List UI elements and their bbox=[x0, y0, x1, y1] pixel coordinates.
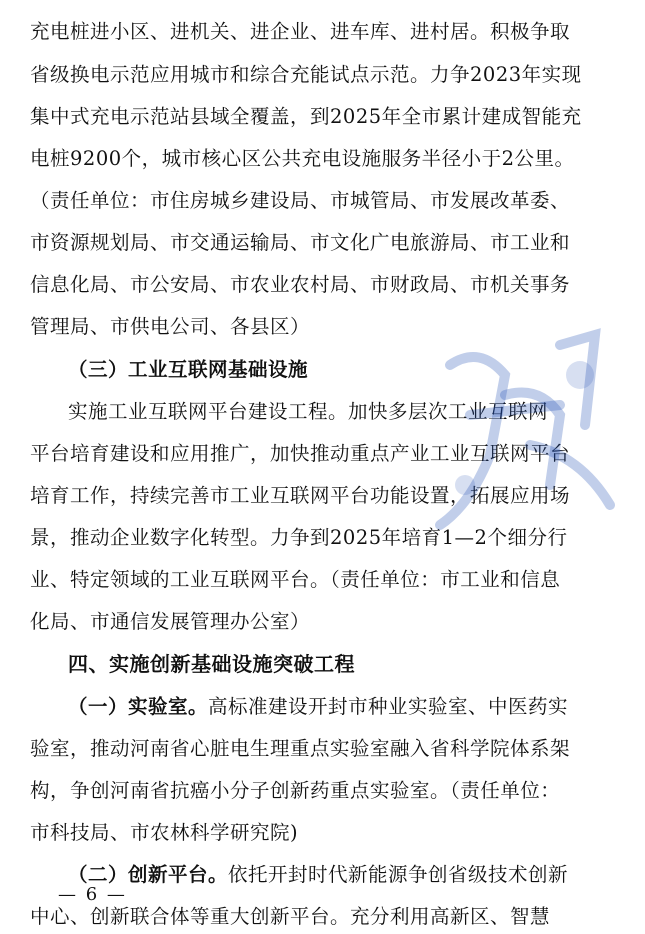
body-line: 电桩9200个，城市核心区公共充电设施服务半径小于2公里。 bbox=[30, 147, 575, 170]
body-line: 景，推动企业数字化转型。力争到2025年培育1—2个细分行 bbox=[30, 526, 568, 549]
body-line: 业、特定领域的工业互联网平台。（责任单位：市工业和信息 bbox=[30, 568, 561, 591]
lab-label: （一）实验室。 bbox=[68, 695, 209, 718]
platform-paragraph-first-line bbox=[68, 865, 620, 885]
part-heading-4: 四、实施创新基础设施突破工程 bbox=[68, 652, 355, 676]
body-line: 中心、创新联合体等重大创新平台。充分利用高新区、智慧 bbox=[30, 905, 551, 928]
lab-text: 市科技局、市农林科学研究院 bbox=[30, 821, 291, 844]
lab-paragraph-first-line bbox=[68, 697, 620, 717]
body-line: 构，争创河南省抗癌小分子创新药重点实验室。（责任单位： bbox=[30, 779, 561, 802]
body-line: 验室，推动河南省心脏电生理重点实验室融入省科学院体系架 bbox=[30, 737, 571, 760]
body-line: 实施工业互联网平台建设工程。加快多层次工业互联网 bbox=[68, 400, 549, 423]
body-line: 充电桩进小区、进机关、进企业、进车库、进村居。积极争取 bbox=[30, 20, 571, 43]
page-number: — 6 — bbox=[58, 884, 127, 905]
body-line: （责任单位：市住房城乡建设局、市城管局、市发展改革委、 bbox=[30, 189, 571, 212]
body-line: 市资源规划局、市交通运输局、市文化广电旅游局、市工业和 bbox=[30, 231, 571, 254]
lab-text: 高标准建设开封市种业实验室、中医药实 bbox=[208, 695, 569, 718]
body-line: 管理局、市供电公司、各县区） bbox=[30, 315, 311, 338]
body-line: 省级换电示范应用城市和综合充能试点示范。力争2023年实现 bbox=[30, 63, 582, 86]
body-line: 平台培育建设和应用推广，加快推动重点产业工业互联网平台 bbox=[30, 442, 571, 465]
platform-label: （二）创新平台。 bbox=[68, 863, 229, 886]
closing-paren: ) bbox=[290, 821, 299, 844]
body-line: 集中式充电示范站县域全覆盖，到2025年全市累计建成智能充 bbox=[30, 105, 582, 128]
body-line: 信息化局、市公安局、市农业农村局、市财政局、市机关事务 bbox=[30, 273, 571, 296]
body-line: 培育工作，持续完善市工业互联网平台功能设置，拓展应用场 bbox=[30, 484, 571, 507]
lab-paragraph-last-line bbox=[30, 823, 620, 843]
body-line: 化局、市通信发展管理办公室） bbox=[30, 610, 311, 633]
section-heading-3: （三）工业互联网基础设施 bbox=[68, 358, 309, 381]
platform-text: 依托开封时代新能源争创省级技术创新 bbox=[228, 863, 569, 886]
